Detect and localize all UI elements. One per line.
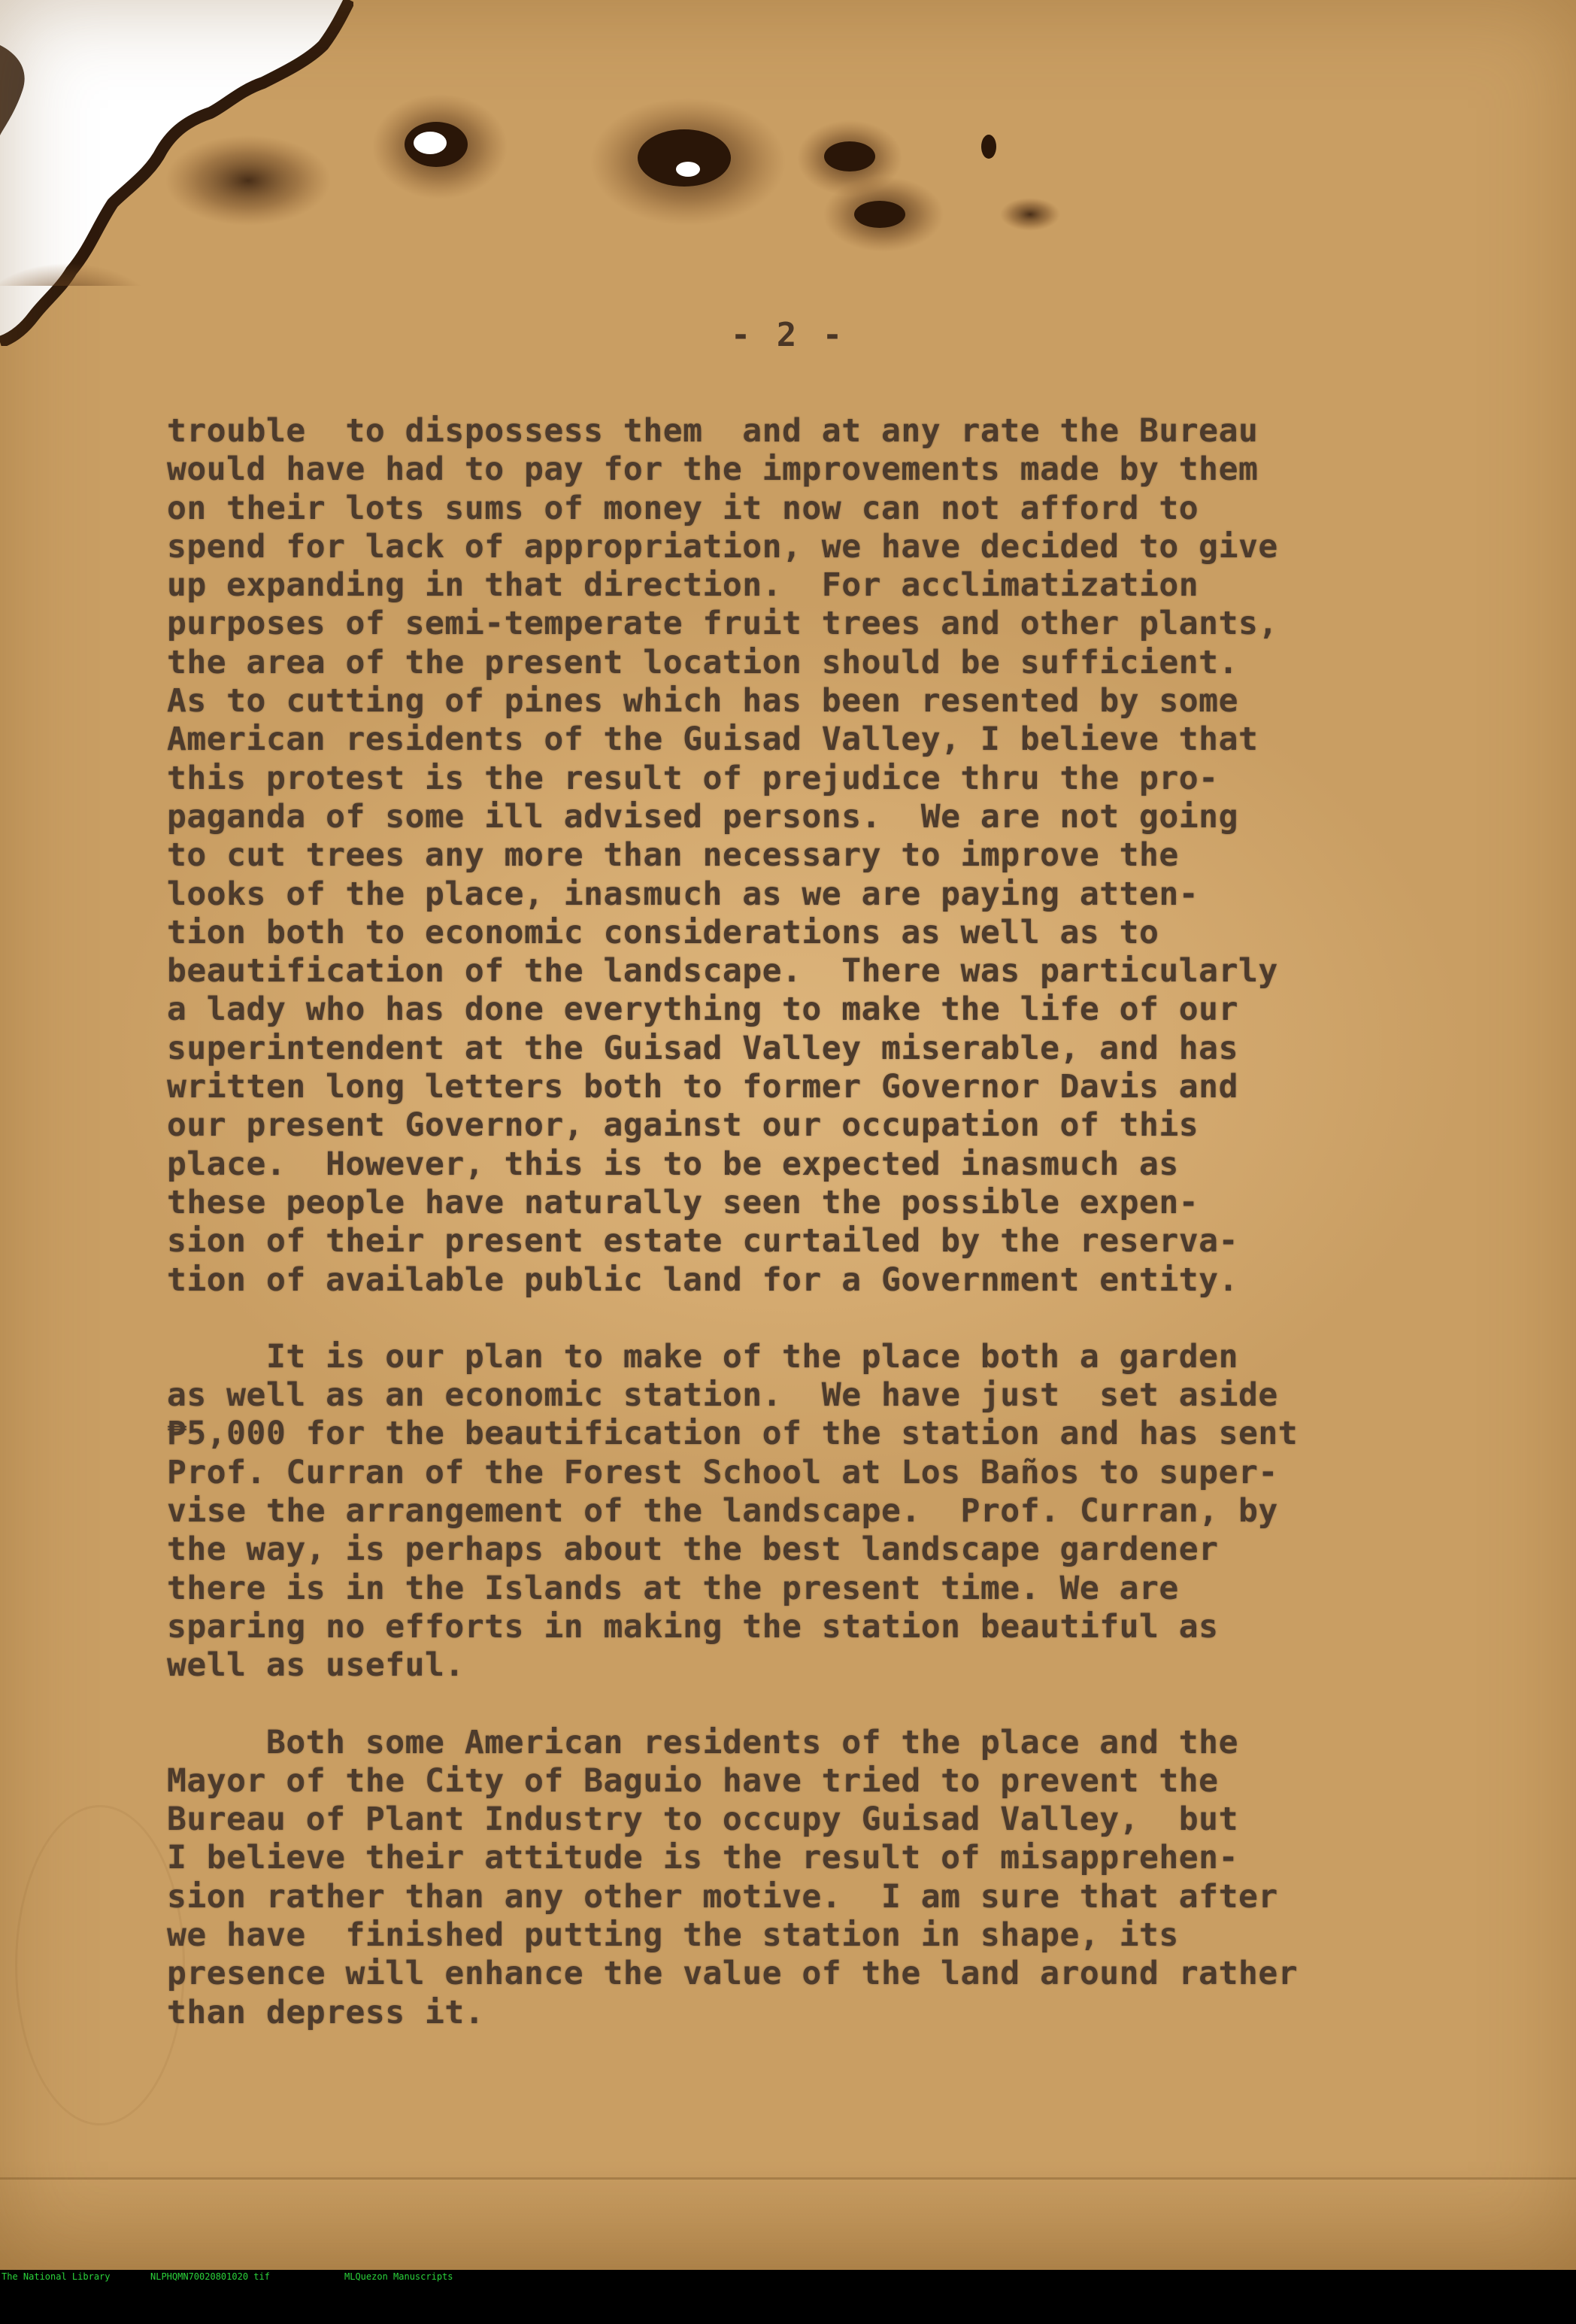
text-line: presence will enhance the value of the land around rather [167, 1955, 1299, 1993]
text-line: these people have naturally seen the possible expen- [167, 1183, 1199, 1221]
text-line: Prof. Curran of the Forest School at Los Baños to super- [167, 1453, 1278, 1491]
text-line: Mayor of the City of Baguio have tried to prevent the [167, 1761, 1219, 1800]
footer-library: The National Library [2, 2271, 111, 2282]
text-line: purposes of semi-temperate fruit trees and other plants, [167, 605, 1278, 643]
burn-marks [0, 0, 1128, 286]
embossed-seal-mark [15, 1805, 185, 2125]
text-line: a lady who has done everything to make the life of our [167, 991, 1238, 1029]
fold-line [0, 2177, 1576, 2180]
text-line: Both some American residents of the place and the [167, 1723, 1238, 1761]
text-line: the area of the present location should be sufficient. [167, 643, 1238, 681]
text-line: sparing no efforts in making the station beautiful as [167, 1607, 1219, 1646]
text-line: I believe their attitude is the result of misapprehen- [167, 1839, 1238, 1877]
text-line: looks of the place, inasmuch as we are paying atten- [167, 875, 1199, 913]
paragraph-1 [167, 412, 1565, 1300]
page-number: - 2 - [730, 316, 846, 354]
text-line: tion of available public land for a Government entity. [167, 1261, 1238, 1299]
bottom-fold-shadow [0, 2159, 1576, 2270]
text-line: we have finished putting the station in shape, its [167, 1916, 1179, 1954]
text-line: tion both to economic considerations as well as to [167, 913, 1159, 951]
text-line: there is in the Islands at the present time. We are [167, 1569, 1179, 1607]
text-line: well as useful. [167, 1646, 465, 1685]
text-line: sion of their present estate curtailed by the reserva- [167, 1222, 1238, 1261]
text-line: would have had to pay for the improvements made by them [167, 451, 1259, 489]
text-line: to cut trees any more than necessary to improve the [167, 836, 1179, 875]
text-line: American residents of the Guisad Valley, I believe that [167, 721, 1259, 759]
letter-body [167, 412, 1565, 2032]
text-line: beautification of the landscape. There was particularly [167, 952, 1278, 991]
text-line: As to cutting of pines which has been resented by some [167, 682, 1238, 721]
footer-collection: MLQuezon Manuscripts [344, 2271, 453, 2282]
text-line: on their lots sums of money it now can not afford to [167, 489, 1199, 527]
paragraph-3 [167, 1724, 1565, 2032]
footer-filename: NLPHQMN70020801020 tif [150, 2271, 270, 2282]
text-line: the way, is perhaps about the best landscape gardener [167, 1531, 1219, 1569]
text-line: as well as an economic station. We have just set aside [167, 1376, 1278, 1415]
text-line: It is our plan to make of the place both a garden [167, 1337, 1238, 1376]
text-line: ₱5,000 for the beautification of the station and has sent [167, 1415, 1299, 1453]
text-line: written long letters both to former Governor Davis and [167, 1068, 1238, 1106]
text-line: sion rather than any other motive. I am sure that after [167, 1877, 1278, 1916]
text-line: paganda of some ill advised persons. We are not going [167, 797, 1238, 836]
text-line: superintendent at the Guisad Valley miserable, and has [167, 1029, 1238, 1067]
text-line: than depress it. [167, 1993, 485, 2031]
text-line: vise the arrangement of the landscape. Prof. Curran, by [167, 1492, 1278, 1531]
text-line: spend for lack of appropriation, we have decided to give [167, 527, 1278, 566]
text-line: trouble to dispossess them and at any rate the Bureau [167, 412, 1259, 450]
text-line: this protest is the result of prejudice thru the pro- [167, 759, 1219, 797]
text-line: place. However, this is to be expected inasmuch as [167, 1145, 1179, 1183]
archive-footer-bar [0, 2270, 1576, 2283]
paragraph-gap [167, 1685, 1565, 1724]
paragraph-2 [167, 1338, 1565, 1685]
paragraph-gap [167, 1300, 1565, 1338]
text-line: our present Governor, against our occupation of this [167, 1106, 1199, 1145]
text-line: up expanding in that direction. For acclimatization [167, 566, 1199, 605]
text-line: Bureau of Plant Industry to occupy Guisad Valley, but [167, 1801, 1238, 1839]
